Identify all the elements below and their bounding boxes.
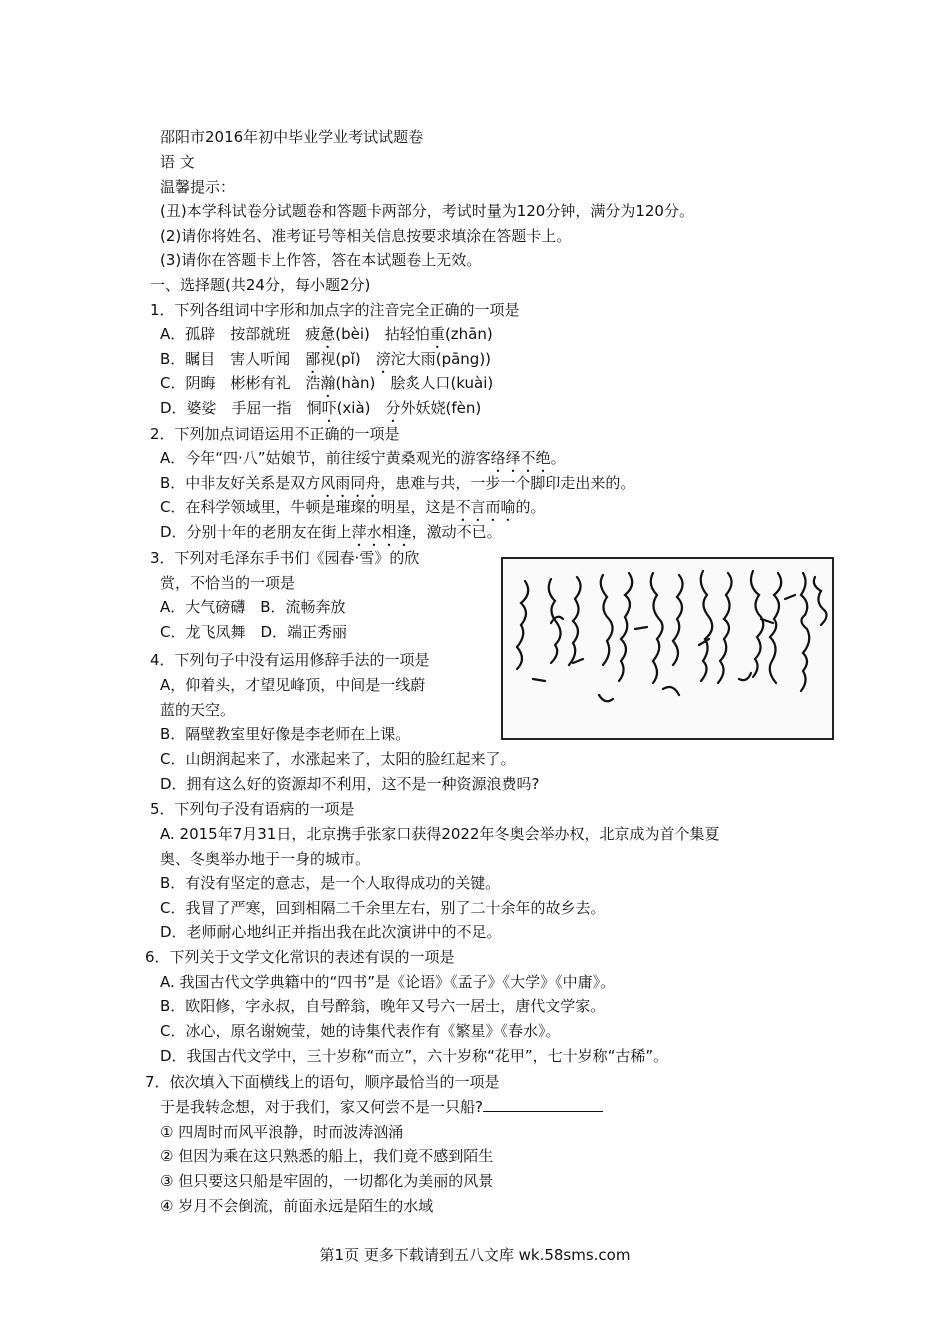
q7-item-1: ① 四周时而风平浪静，时而波涛汹涌 [160,1123,404,1141]
q6-option-d: D．我国古代文学中，三十岁称“而立”，六十岁称“花甲”，七十岁称“古稀”。 [160,1047,669,1065]
q7-stem: 7．依次填入下面横线上的语句，顺序最恰当的一项是 [145,1073,500,1091]
q1-option-a: A．孤辟 按部就班 疲惫(bèi) 拈轻怕重(zhān) [160,325,493,343]
calligraphy-strokes [503,559,832,738]
q7-lead: 于是我转念想，对于我们，家又何尝不是一只船? [160,1097,603,1117]
q3-stem-line1: 3．下列对毛泽东手书们《园春·雪》的欣 [150,549,420,567]
q6-option-b: B．欧阳修，字永叔，自号醉翁，晚年又号六一居士，唐代文学家。 [160,997,606,1015]
q4-option-a-line1: A，仰着头，才望见峰顶，中间是一线蔚 [160,676,426,694]
q5-stem: 5．下列句子没有语病的一项是 [150,800,355,818]
q5-option-a-line1: A. 2015年7月31日，北京携手张家口获得2022年冬奥会举办权，北京成为首个集夏 [160,825,720,843]
q2-option-d: D．分别十年的老朋友在街上萍水相逢，激动不已。 [160,523,502,541]
q7-item-2: ② 但因为乘在这只熟悉的船上，我们竟不感到陌生 [160,1147,494,1165]
page-footer: 第1页 更多下载请到五八文库 wk.58sms.com [319,1246,631,1264]
q5-option-a-line2: 奥、冬奥举办地于一身的城市。 [160,850,371,868]
q5-option-c: C．我冒了严寒，回到相隔二千余里左右，别了二十余年的故乡去。 [160,899,606,917]
q2-option-c: C．在科学领域里，牛顿是璀璨的明星，这是不言而喻的。 [160,498,546,516]
q7-item-3: ③ 但只要这只船是牢固的，一切都化为美丽的风景 [160,1172,494,1190]
q3-options-ab: A．大气磅礴 B．流畅奔放 [160,598,346,616]
q1-option-b: B．瞩目 害人听闻 鄙视(pǐ) 滂沱大雨(pāng)) [160,350,492,368]
q1-option-d: D．婆娑 手屈一指 恫吓(xià) 分外妖娆(fèn) [160,399,482,417]
subject-label: 语 文 [160,153,195,171]
q4-option-b: B．隔壁教室里好像是李老师在上课。 [160,725,411,743]
tips-label: 温馨提示： [160,178,236,196]
answer-blank [483,1097,603,1112]
q7-item-4: ④ 岁月不会倒流，前面永远是陌生的水域 [160,1197,434,1215]
page-title: 邵阳市2016年初中毕业学业考试试题卷 [160,128,424,146]
tip-2: (2)请你将姓名、准考证号等相关信息按要求填涂在答题卡上。 [160,227,572,245]
section-heading: 一、选择题(共24分，每小题2分) [150,276,371,294]
q1-option-c: C．阴晦 彬彬有礼 浩瀚(hàn) 脍炙人口(kuài) [160,374,494,392]
q4-option-a-line2: 蓝的天空。 [160,701,236,719]
q6-option-a: A. 我国古代文学典籍中的“四书”是《论语》《孟子》《大学》《中庸》。 [160,973,616,991]
q4-option-d: D．拥有这么好的资源却不利用，这不是一种资源浪费吗? [160,775,540,793]
q1-stem: 1．下列各组词中字形和加点字的注音完全正确的一项是 [150,301,520,319]
q5-option-b: B．有没有坚定的意志，是一个人取得成功的关键。 [160,874,501,892]
q2-option-b: B．中非友好关系是双方风雨同舟，患难与共，一步一个脚印走出来的。 [160,474,636,492]
q5-option-d: D．老师耐心地纠正并指出我在此次演讲中的不足。 [160,923,502,941]
tip-3: (3)请你在答题卡上作答，答在本试题卷上无效。 [160,251,482,269]
calligraphy-image [501,557,834,740]
q4-option-c: C．山朗润起来了，水涨起来了，太阳的脸红起来了。 [160,750,516,768]
q4-stem: 4．下列句子中没有运用修辞手法的一项是 [150,651,430,669]
q6-stem: 6．下列关于文学文化常识的表述有误的一项是 [145,948,455,966]
q3-options-cd: C．龙飞凤舞 D．端正秀丽 [160,623,348,641]
q2-option-a: A．今年“四·八”姑娘节，前往绥宁黄桑观光的游客络绎不绝。 [160,449,566,467]
q2-stem: 2．下列加点词语运用不正确的一项是 [150,425,400,443]
q3-stem-line2: 赏，不恰当的一项是 [160,574,296,592]
tip-1: (丑)本学科试卷分试题卷和答题卡两部分，考试时量为120分钟，满分为120分。 [160,202,694,220]
q6-option-c: C．冰心，原名谢婉莹，她的诗集代表作有《繁星》《春水》。 [160,1022,561,1040]
